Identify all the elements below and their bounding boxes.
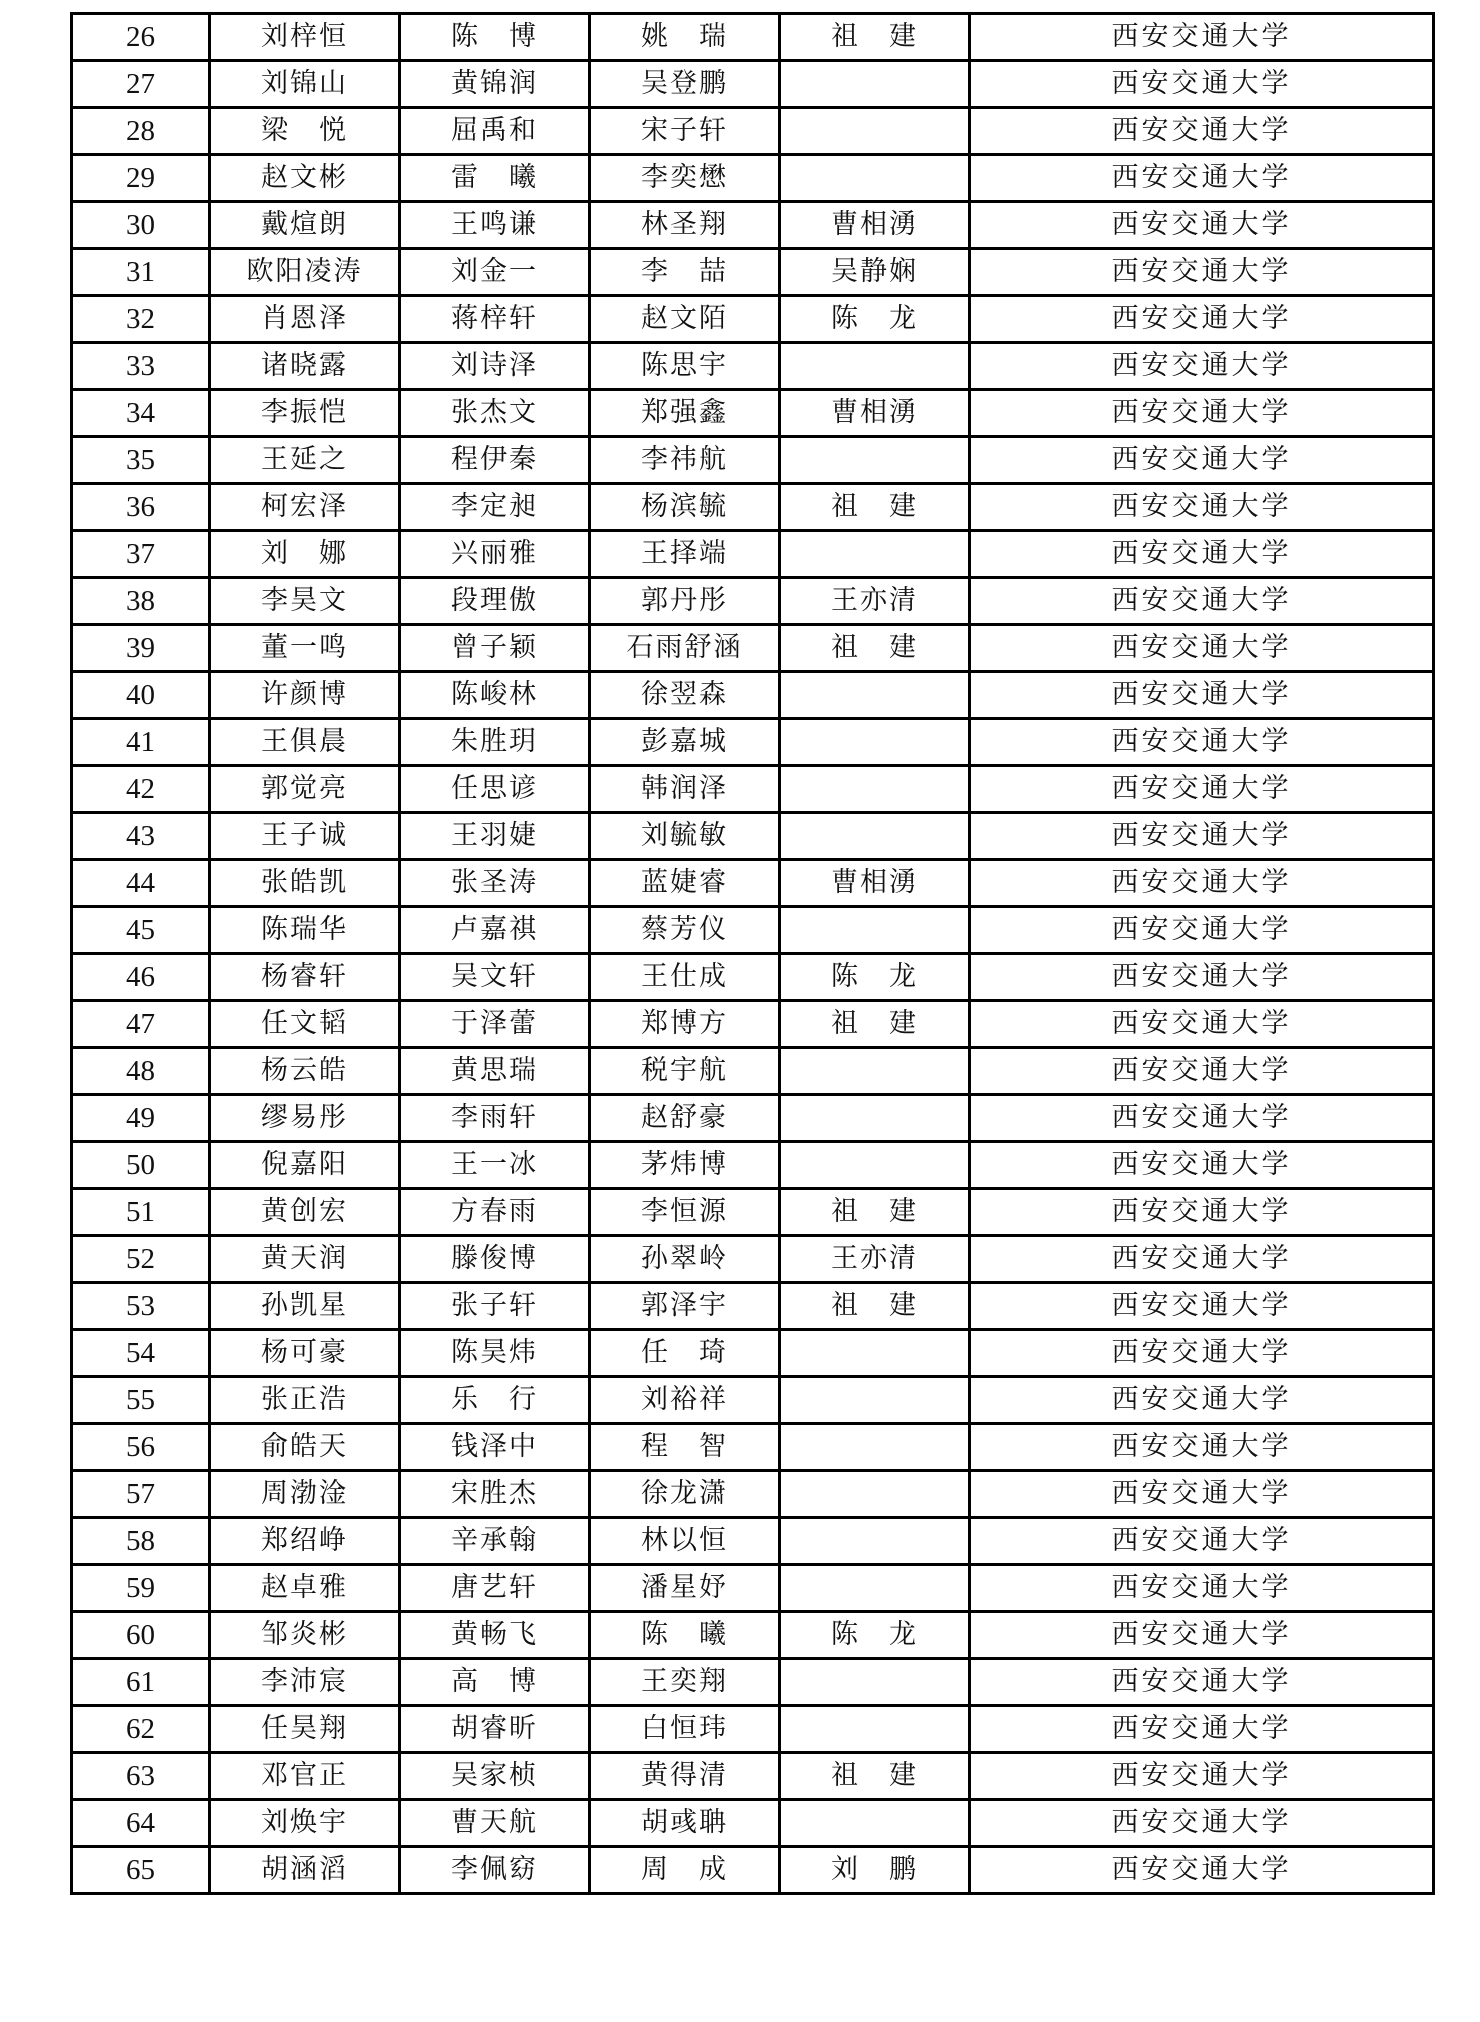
school-cell: 西安交通大学 xyxy=(970,1706,1434,1753)
team-number-cell: 32 xyxy=(72,296,210,343)
member-1-cell: 俞皓天 xyxy=(210,1424,400,1471)
table-row xyxy=(72,1001,1434,1048)
member-1-cell: 李沛宸 xyxy=(210,1659,400,1706)
member-1-cell: 梁 悦 xyxy=(210,108,400,155)
table-row xyxy=(72,907,1434,954)
team-number-cell: 61 xyxy=(72,1659,210,1706)
member-2-cell: 张子轩 xyxy=(400,1283,590,1330)
team-number-cell: 65 xyxy=(72,1847,210,1894)
table-row xyxy=(72,1330,1434,1377)
table-row xyxy=(72,1847,1434,1894)
member-1-cell: 王延之 xyxy=(210,437,400,484)
member-2-cell: 王鸣谦 xyxy=(400,202,590,249)
school-cell: 西安交通大学 xyxy=(970,343,1434,390)
table-row xyxy=(72,1142,1434,1189)
team-number-cell: 44 xyxy=(72,860,210,907)
member-3-cell: 李 喆 xyxy=(590,249,780,296)
team-number-cell: 54 xyxy=(72,1330,210,1377)
school-cell: 西安交通大学 xyxy=(970,1659,1434,1706)
member-1-cell: 杨睿轩 xyxy=(210,954,400,1001)
advisor-cell xyxy=(780,1377,970,1424)
advisor-cell: 陈 龙 xyxy=(780,954,970,1001)
member-2-cell: 陈 博 xyxy=(400,14,590,61)
advisor-cell xyxy=(780,1565,970,1612)
member-2-cell: 黄锦润 xyxy=(400,61,590,108)
table-row xyxy=(72,1095,1434,1142)
table-row xyxy=(72,954,1434,1001)
advisor-cell xyxy=(780,766,970,813)
school-cell: 西安交通大学 xyxy=(970,1471,1434,1518)
member-1-cell: 赵文彬 xyxy=(210,155,400,202)
member-3-cell: 王奕翔 xyxy=(590,1659,780,1706)
advisor-cell: 曹相湧 xyxy=(780,390,970,437)
table-row xyxy=(72,860,1434,907)
advisor-cell: 曹相湧 xyxy=(780,860,970,907)
school-cell: 西安交通大学 xyxy=(970,202,1434,249)
member-1-cell: 黄天润 xyxy=(210,1236,400,1283)
member-3-cell: 郑博方 xyxy=(590,1001,780,1048)
member-3-cell: 郭丹彤 xyxy=(590,578,780,625)
table-row xyxy=(72,1753,1434,1800)
table-row xyxy=(72,1800,1434,1847)
member-3-cell: 韩润泽 xyxy=(590,766,780,813)
member-1-cell: 肖恩泽 xyxy=(210,296,400,343)
member-3-cell: 蔡芳仪 xyxy=(590,907,780,954)
member-1-cell: 邓官正 xyxy=(210,1753,400,1800)
school-cell: 西安交通大学 xyxy=(970,907,1434,954)
school-cell: 西安交通大学 xyxy=(970,1189,1434,1236)
member-3-cell: 周 成 xyxy=(590,1847,780,1894)
table-row xyxy=(72,1424,1434,1471)
member-2-cell: 刘金一 xyxy=(400,249,590,296)
member-1-cell: 张皓凯 xyxy=(210,860,400,907)
advisor-cell xyxy=(780,1706,970,1753)
member-1-cell: 王俱晨 xyxy=(210,719,400,766)
member-1-cell: 李振恺 xyxy=(210,390,400,437)
table-row xyxy=(72,625,1434,672)
table-row xyxy=(72,766,1434,813)
member-2-cell: 朱胜玥 xyxy=(400,719,590,766)
team-number-cell: 33 xyxy=(72,343,210,390)
member-3-cell: 陈思宇 xyxy=(590,343,780,390)
member-2-cell: 李定昶 xyxy=(400,484,590,531)
school-cell: 西安交通大学 xyxy=(970,1142,1434,1189)
advisor-cell xyxy=(780,1471,970,1518)
team-number-cell: 51 xyxy=(72,1189,210,1236)
advisor-cell: 祖 建 xyxy=(780,14,970,61)
team-number-cell: 53 xyxy=(72,1283,210,1330)
team-number-cell: 37 xyxy=(72,531,210,578)
school-cell: 西安交通大学 xyxy=(970,954,1434,1001)
member-1-cell: 柯宏泽 xyxy=(210,484,400,531)
team-number-cell: 49 xyxy=(72,1095,210,1142)
school-cell: 西安交通大学 xyxy=(970,1518,1434,1565)
school-cell: 西安交通大学 xyxy=(970,1612,1434,1659)
team-number-cell: 39 xyxy=(72,625,210,672)
school-cell: 西安交通大学 xyxy=(970,672,1434,719)
member-2-cell: 于泽蕾 xyxy=(400,1001,590,1048)
team-number-cell: 34 xyxy=(72,390,210,437)
member-3-cell: 姚 瑞 xyxy=(590,14,780,61)
table-row xyxy=(72,1048,1434,1095)
team-number-cell: 36 xyxy=(72,484,210,531)
school-cell: 西安交通大学 xyxy=(970,813,1434,860)
advisor-cell xyxy=(780,437,970,484)
table-row xyxy=(72,1706,1434,1753)
member-3-cell: 林以恒 xyxy=(590,1518,780,1565)
member-2-cell: 卢嘉祺 xyxy=(400,907,590,954)
team-number-cell: 27 xyxy=(72,61,210,108)
member-3-cell: 程 智 xyxy=(590,1424,780,1471)
table-row xyxy=(72,1659,1434,1706)
member-2-cell: 李雨轩 xyxy=(400,1095,590,1142)
member-1-cell: 倪嘉阳 xyxy=(210,1142,400,1189)
member-3-cell: 赵舒豪 xyxy=(590,1095,780,1142)
member-2-cell: 宋胜杰 xyxy=(400,1471,590,1518)
member-3-cell: 徐翌森 xyxy=(590,672,780,719)
member-3-cell: 杨滨毓 xyxy=(590,484,780,531)
team-number-cell: 45 xyxy=(72,907,210,954)
team-number-cell: 35 xyxy=(72,437,210,484)
advisor-cell: 祖 建 xyxy=(780,484,970,531)
advisor-cell xyxy=(780,1048,970,1095)
member-2-cell: 黄思瑞 xyxy=(400,1048,590,1095)
member-2-cell: 乐 行 xyxy=(400,1377,590,1424)
member-2-cell: 吴文轩 xyxy=(400,954,590,1001)
member-1-cell: 缪易彤 xyxy=(210,1095,400,1142)
advisor-cell xyxy=(780,1142,970,1189)
member-3-cell: 白恒玮 xyxy=(590,1706,780,1753)
member-1-cell: 刘焕宇 xyxy=(210,1800,400,1847)
school-cell: 西安交通大学 xyxy=(970,860,1434,907)
member-2-cell: 高 博 xyxy=(400,1659,590,1706)
school-cell: 西安交通大学 xyxy=(970,1847,1434,1894)
member-2-cell: 程伊秦 xyxy=(400,437,590,484)
advisor-cell xyxy=(780,907,970,954)
member-3-cell: 郭泽宇 xyxy=(590,1283,780,1330)
member-2-cell: 屈禹和 xyxy=(400,108,590,155)
member-1-cell: 刘梓恒 xyxy=(210,14,400,61)
school-cell: 西安交通大学 xyxy=(970,1283,1434,1330)
advisor-cell xyxy=(780,1518,970,1565)
member-1-cell: 任昊翔 xyxy=(210,1706,400,1753)
school-cell: 西安交通大学 xyxy=(970,437,1434,484)
team-number-cell: 63 xyxy=(72,1753,210,1800)
member-3-cell: 陈 曦 xyxy=(590,1612,780,1659)
school-cell: 西安交通大学 xyxy=(970,61,1434,108)
member-2-cell: 钱泽中 xyxy=(400,1424,590,1471)
school-cell: 西安交通大学 xyxy=(970,1424,1434,1471)
school-cell: 西安交通大学 xyxy=(970,296,1434,343)
member-2-cell: 张杰文 xyxy=(400,390,590,437)
member-2-cell: 任思谚 xyxy=(400,766,590,813)
member-2-cell: 李佩窈 xyxy=(400,1847,590,1894)
member-1-cell: 诸晓露 xyxy=(210,343,400,390)
school-cell: 西安交通大学 xyxy=(970,1565,1434,1612)
table-row xyxy=(72,1236,1434,1283)
member-2-cell: 滕俊博 xyxy=(400,1236,590,1283)
advisor-cell: 陈 龙 xyxy=(780,1612,970,1659)
table-row xyxy=(72,108,1434,155)
member-2-cell: 张圣涛 xyxy=(400,860,590,907)
member-3-cell: 石雨舒涵 xyxy=(590,625,780,672)
table-row xyxy=(72,296,1434,343)
member-3-cell: 潘星妤 xyxy=(590,1565,780,1612)
team-number-cell: 28 xyxy=(72,108,210,155)
advisor-cell xyxy=(780,1330,970,1377)
school-cell: 西安交通大学 xyxy=(970,249,1434,296)
advisor-cell xyxy=(780,1424,970,1471)
member-3-cell: 吴登鹏 xyxy=(590,61,780,108)
member-3-cell: 李祎航 xyxy=(590,437,780,484)
member-1-cell: 周渤淦 xyxy=(210,1471,400,1518)
advisor-cell xyxy=(780,61,970,108)
member-3-cell: 郑强鑫 xyxy=(590,390,780,437)
member-2-cell: 陈昊炜 xyxy=(400,1330,590,1377)
member-2-cell: 辛承翰 xyxy=(400,1518,590,1565)
member-3-cell: 胡彧聃 xyxy=(590,1800,780,1847)
school-cell: 西安交通大学 xyxy=(970,1377,1434,1424)
advisor-cell xyxy=(780,108,970,155)
school-cell: 西安交通大学 xyxy=(970,625,1434,672)
member-3-cell: 茅炜博 xyxy=(590,1142,780,1189)
team-number-cell: 26 xyxy=(72,14,210,61)
table-row xyxy=(72,1518,1434,1565)
table-row xyxy=(72,202,1434,249)
advisor-cell xyxy=(780,1800,970,1847)
table-row xyxy=(72,672,1434,719)
school-cell: 西安交通大学 xyxy=(970,531,1434,578)
team-number-cell: 46 xyxy=(72,954,210,1001)
table-row xyxy=(72,484,1434,531)
member-3-cell: 王仕成 xyxy=(590,954,780,1001)
school-cell: 西安交通大学 xyxy=(970,719,1434,766)
school-cell: 西安交通大学 xyxy=(970,766,1434,813)
member-3-cell: 赵文陌 xyxy=(590,296,780,343)
member-1-cell: 孙凯星 xyxy=(210,1283,400,1330)
member-3-cell: 孙翠岭 xyxy=(590,1236,780,1283)
member-2-cell: 雷 曦 xyxy=(400,155,590,202)
table-row xyxy=(72,249,1434,296)
table-row xyxy=(72,1565,1434,1612)
team-number-cell: 40 xyxy=(72,672,210,719)
member-3-cell: 税宇航 xyxy=(590,1048,780,1095)
team-number-cell: 50 xyxy=(72,1142,210,1189)
advisor-cell: 祖 建 xyxy=(780,1001,970,1048)
team-roster-table xyxy=(70,12,1435,1895)
table-row xyxy=(72,61,1434,108)
advisor-cell: 曹相湧 xyxy=(780,202,970,249)
member-3-cell: 王择端 xyxy=(590,531,780,578)
team-number-cell: 42 xyxy=(72,766,210,813)
team-number-cell: 43 xyxy=(72,813,210,860)
team-number-cell: 56 xyxy=(72,1424,210,1471)
school-cell: 西安交通大学 xyxy=(970,1236,1434,1283)
advisor-cell xyxy=(780,813,970,860)
team-number-cell: 64 xyxy=(72,1800,210,1847)
team-number-cell: 59 xyxy=(72,1565,210,1612)
member-2-cell: 蒋梓轩 xyxy=(400,296,590,343)
member-1-cell: 董一鸣 xyxy=(210,625,400,672)
table-row xyxy=(72,1283,1434,1330)
table-row xyxy=(72,390,1434,437)
member-1-cell: 戴煊朗 xyxy=(210,202,400,249)
member-1-cell: 胡涵滔 xyxy=(210,1847,400,1894)
member-2-cell: 兴丽雅 xyxy=(400,531,590,578)
table-row xyxy=(72,1471,1434,1518)
member-3-cell: 徐龙潇 xyxy=(590,1471,780,1518)
advisor-cell xyxy=(780,343,970,390)
member-3-cell: 刘毓敏 xyxy=(590,813,780,860)
member-1-cell: 李昊文 xyxy=(210,578,400,625)
advisor-cell: 吴静娴 xyxy=(780,249,970,296)
school-cell: 西安交通大学 xyxy=(970,484,1434,531)
team-number-cell: 52 xyxy=(72,1236,210,1283)
advisor-cell xyxy=(780,719,970,766)
table-row xyxy=(72,1189,1434,1236)
document-page xyxy=(70,12,1435,1895)
team-number-cell: 58 xyxy=(72,1518,210,1565)
team-number-cell: 29 xyxy=(72,155,210,202)
school-cell: 西安交通大学 xyxy=(970,1095,1434,1142)
member-2-cell: 王一冰 xyxy=(400,1142,590,1189)
advisor-cell: 祖 建 xyxy=(780,1753,970,1800)
school-cell: 西安交通大学 xyxy=(970,1001,1434,1048)
table-body xyxy=(72,14,1434,1894)
advisor-cell xyxy=(780,1659,970,1706)
member-2-cell: 黄畅飞 xyxy=(400,1612,590,1659)
advisor-cell xyxy=(780,531,970,578)
team-number-cell: 60 xyxy=(72,1612,210,1659)
member-3-cell: 黄得清 xyxy=(590,1753,780,1800)
advisor-cell: 祖 建 xyxy=(780,625,970,672)
member-1-cell: 郭觉亮 xyxy=(210,766,400,813)
school-cell: 西安交通大学 xyxy=(970,1330,1434,1377)
advisor-cell xyxy=(780,155,970,202)
member-1-cell: 欧阳凌涛 xyxy=(210,249,400,296)
school-cell: 西安交通大学 xyxy=(970,155,1434,202)
member-2-cell: 段理傲 xyxy=(400,578,590,625)
team-number-cell: 57 xyxy=(72,1471,210,1518)
table-row xyxy=(72,155,1434,202)
school-cell: 西安交通大学 xyxy=(970,108,1434,155)
team-number-cell: 38 xyxy=(72,578,210,625)
advisor-cell: 王亦清 xyxy=(780,1236,970,1283)
member-1-cell: 杨可豪 xyxy=(210,1330,400,1377)
team-number-cell: 41 xyxy=(72,719,210,766)
school-cell: 西安交通大学 xyxy=(970,390,1434,437)
school-cell: 西安交通大学 xyxy=(970,1753,1434,1800)
team-number-cell: 30 xyxy=(72,202,210,249)
member-2-cell: 方春雨 xyxy=(400,1189,590,1236)
table-row xyxy=(72,1612,1434,1659)
team-number-cell: 48 xyxy=(72,1048,210,1095)
table-row xyxy=(72,719,1434,766)
advisor-cell xyxy=(780,1095,970,1142)
member-1-cell: 张正浩 xyxy=(210,1377,400,1424)
school-cell: 西安交通大学 xyxy=(970,1800,1434,1847)
member-2-cell: 曾子颖 xyxy=(400,625,590,672)
team-number-cell: 31 xyxy=(72,249,210,296)
member-3-cell: 刘裕祥 xyxy=(590,1377,780,1424)
member-1-cell: 邹炎彬 xyxy=(210,1612,400,1659)
table-row xyxy=(72,813,1434,860)
team-number-cell: 47 xyxy=(72,1001,210,1048)
table-row xyxy=(72,437,1434,484)
member-3-cell: 李恒源 xyxy=(590,1189,780,1236)
member-2-cell: 刘诗泽 xyxy=(400,343,590,390)
member-1-cell: 任文韬 xyxy=(210,1001,400,1048)
advisor-cell: 王亦清 xyxy=(780,578,970,625)
advisor-cell: 祖 建 xyxy=(780,1283,970,1330)
team-number-cell: 62 xyxy=(72,1706,210,1753)
advisor-cell xyxy=(780,672,970,719)
member-3-cell: 宋子轩 xyxy=(590,108,780,155)
member-1-cell: 王子诚 xyxy=(210,813,400,860)
advisor-cell: 陈 龙 xyxy=(780,296,970,343)
team-number-cell: 55 xyxy=(72,1377,210,1424)
member-3-cell: 李奕懋 xyxy=(590,155,780,202)
table-row xyxy=(72,578,1434,625)
member-1-cell: 陈瑞华 xyxy=(210,907,400,954)
table-row xyxy=(72,531,1434,578)
table-row xyxy=(72,14,1434,61)
table-row xyxy=(72,343,1434,390)
member-1-cell: 黄创宏 xyxy=(210,1189,400,1236)
school-cell: 西安交通大学 xyxy=(970,1048,1434,1095)
member-1-cell: 杨云皓 xyxy=(210,1048,400,1095)
member-3-cell: 彭嘉城 xyxy=(590,719,780,766)
member-2-cell: 曹天航 xyxy=(400,1800,590,1847)
member-2-cell: 陈峻林 xyxy=(400,672,590,719)
member-2-cell: 吴家桢 xyxy=(400,1753,590,1800)
member-3-cell: 林圣翔 xyxy=(590,202,780,249)
member-1-cell: 刘 娜 xyxy=(210,531,400,578)
member-2-cell: 唐艺轩 xyxy=(400,1565,590,1612)
member-1-cell: 赵卓雅 xyxy=(210,1565,400,1612)
member-3-cell: 蓝婕睿 xyxy=(590,860,780,907)
member-2-cell: 王羽婕 xyxy=(400,813,590,860)
member-3-cell: 任 琦 xyxy=(590,1330,780,1377)
member-2-cell: 胡睿昕 xyxy=(400,1706,590,1753)
member-1-cell: 刘锦山 xyxy=(210,61,400,108)
advisor-cell: 祖 建 xyxy=(780,1189,970,1236)
table-row xyxy=(72,1377,1434,1424)
member-1-cell: 郑绍峥 xyxy=(210,1518,400,1565)
advisor-cell: 刘 鹏 xyxy=(780,1847,970,1894)
school-cell: 西安交通大学 xyxy=(970,14,1434,61)
school-cell: 西安交通大学 xyxy=(970,578,1434,625)
member-1-cell: 许颜博 xyxy=(210,672,400,719)
